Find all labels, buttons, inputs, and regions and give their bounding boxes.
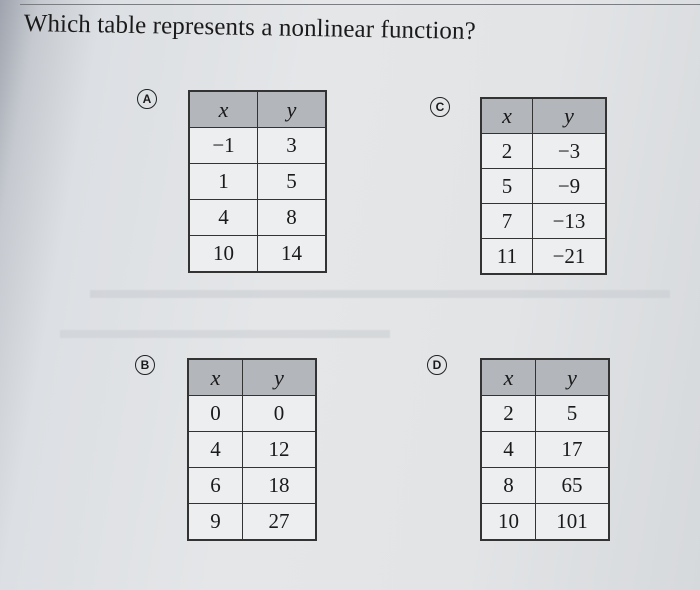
cell-x: 7 <box>481 204 533 239</box>
cell-y: 27 <box>243 504 317 541</box>
table-header-row <box>188 359 316 396</box>
cell-y: 0 <box>243 396 317 432</box>
cell-y: 17 <box>536 432 610 468</box>
table-d <box>480 358 610 541</box>
cell-x: 10 <box>189 236 258 273</box>
cell-x: 5 <box>481 169 533 204</box>
table-row <box>189 128 326 164</box>
cell-x: 2 <box>481 396 536 432</box>
header-x: x <box>188 359 243 396</box>
cell-x: 8 <box>481 468 536 504</box>
table-row <box>189 164 326 200</box>
cell-y: 5 <box>536 396 610 432</box>
choice-a-label: A <box>137 89 157 109</box>
table-row <box>481 169 606 204</box>
cell-y: 101 <box>536 504 610 541</box>
table-row <box>481 504 609 541</box>
cell-y: −3 <box>533 134 607 169</box>
choice-d-label: D <box>427 355 447 375</box>
table-row <box>188 468 316 504</box>
table-row <box>189 200 326 236</box>
cell-y: 12 <box>243 432 317 468</box>
table-header-row <box>481 98 606 134</box>
cell-x: 1 <box>189 164 258 200</box>
table-row <box>481 396 609 432</box>
table-b <box>187 358 317 541</box>
choice-b-label: B <box>135 355 155 375</box>
table-header-row <box>481 359 609 396</box>
cell-x: 4 <box>189 200 258 236</box>
table-a <box>188 90 327 273</box>
table-row <box>481 134 606 169</box>
cell-y: 18 <box>243 468 317 504</box>
cell-y: 65 <box>536 468 610 504</box>
table-row <box>481 432 609 468</box>
cell-y: −13 <box>533 204 607 239</box>
header-y: y <box>533 98 607 134</box>
cell-y: −21 <box>533 239 607 275</box>
cell-x: −1 <box>189 128 258 164</box>
cell-y: −9 <box>533 169 607 204</box>
table-row <box>188 432 316 468</box>
cell-x: 0 <box>188 396 243 432</box>
top-rule <box>20 4 700 5</box>
header-y: y <box>536 359 610 396</box>
cell-x: 11 <box>481 239 533 275</box>
table-row <box>481 468 609 504</box>
header-x: x <box>189 91 258 128</box>
header-y: y <box>258 91 327 128</box>
show-through-text <box>90 290 690 310</box>
cell-x: 4 <box>481 432 536 468</box>
header-x: x <box>481 359 536 396</box>
table-row <box>188 396 316 432</box>
table-header-row <box>189 91 326 128</box>
show-through-text <box>60 330 390 342</box>
cell-x: 9 <box>188 504 243 541</box>
cell-y: 14 <box>258 236 327 273</box>
table-row <box>481 239 606 275</box>
table-row <box>189 236 326 273</box>
cell-x: 2 <box>481 134 533 169</box>
table-row <box>481 204 606 239</box>
cell-y: 5 <box>258 164 327 200</box>
header-x: x <box>481 98 533 134</box>
cell-x: 4 <box>188 432 243 468</box>
cell-y: 3 <box>258 128 327 164</box>
table-c <box>480 97 607 275</box>
choice-c-label: C <box>430 97 450 117</box>
cell-x: 6 <box>188 468 243 504</box>
table-row <box>188 504 316 541</box>
cell-x: 10 <box>481 504 536 541</box>
question-text: Which table represents a nonlinear function? <box>23 10 477 45</box>
header-y: y <box>243 359 317 396</box>
cell-y: 8 <box>258 200 327 236</box>
